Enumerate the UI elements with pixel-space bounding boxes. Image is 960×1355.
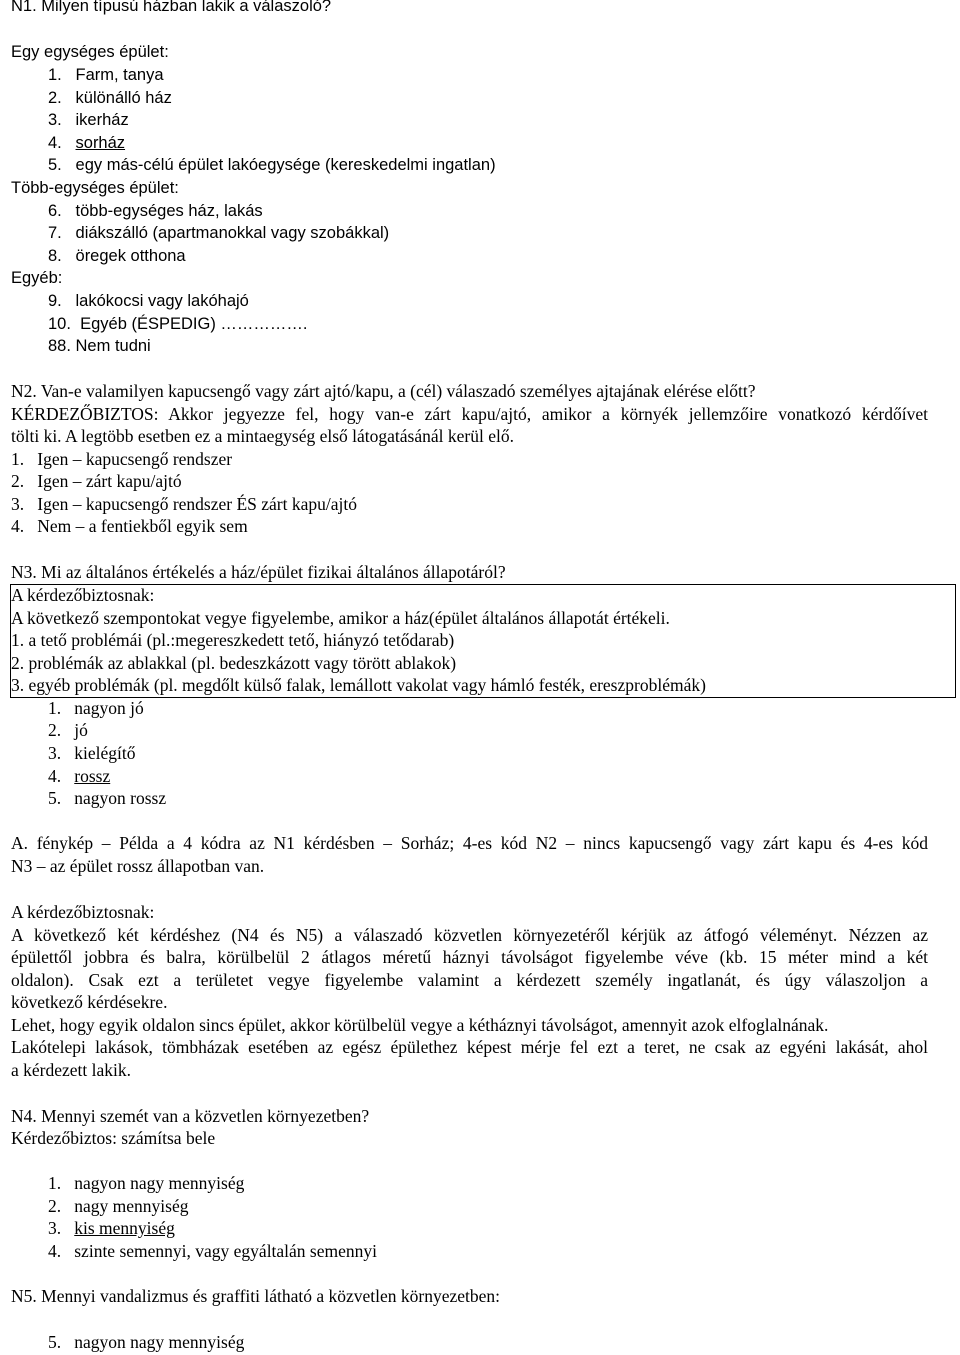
n4-option-4: 4. szinte semennyi, vagy egyáltalán semennyi [48, 1241, 378, 1261]
n1-option-6: 6. több-egységes ház, lakás [48, 202, 263, 220]
n2-instruction-line-1: KÉRDEZŐBIZTOS: Akkor jegyezze fel, hogy van-e zárt kapu/ajtó, amikor a környék jellemzőire vonatkozó kérdőívet [11, 404, 928, 424]
n2-option-2: 2. Igen – zárt kapu/ajtó [11, 471, 182, 491]
n3-box-item-1: 1. a tető problémái (pl.:megereszkedett tető, hiányzó tetődarab) [11, 630, 455, 650]
n3-for-interviewer: A kérdezőbiztosnak: [11, 585, 155, 605]
instructions-p1-line-3: oldalon). Csak ezt a területet vegye figyelembe valamint a kérdezett személy ingatlanát, és úgy válaszoljon a [11, 970, 928, 990]
n2-option-1: 1. Igen – kapucsengő rendszer [11, 449, 233, 469]
n3-option-4-number: 4. [48, 766, 75, 786]
n1-option-10: 10. Egyéb (ÉSPEDIG) ……………. [48, 315, 308, 333]
n5-question: N5. Mennyi vandalizmus és graffiti látható a közvetlen környezetben: [11, 1286, 501, 1306]
n2-option-3: 3. Igen – kapucsengő rendszer ÉS zárt kapu/ajtó [11, 494, 357, 514]
n1-option-3: 3. ikerház [48, 111, 129, 129]
instructions-heading: A kérdezőbiztosnak: [11, 902, 155, 922]
instructions-p2-line-2: Lakótelepi lakások, tömbházak esetében az egész épülethez képest mérje fel ezt a teret, ne csak az egyéni lakását, ahol [11, 1037, 928, 1057]
n1-option-9: 9. lakókocsi vagy lakóhajó [48, 292, 249, 310]
n4-question: N4. Mennyi szemét van a közvetlen környezetben? [11, 1106, 370, 1126]
n4-option-3-label: kis mennyiség [74, 1218, 175, 1238]
n4-instruction: Kérdezőbiztos: számítsa bele [11, 1128, 216, 1148]
n1-option-4-number: 4. [48, 134, 76, 152]
n2-instruction-line-2: tölti ki. A legtöbb esetben ez a mintaegység első látogatásánál kerül elő. [11, 426, 514, 446]
photo-note-line-1: A. fénykép – Példa a 4 kódra az N1 kérdésben – Sorház; 4-es kód N2 – nincs kapucsengő vagy zárt kapu és 4-es kód [11, 833, 928, 853]
n1-group-multi: Több-egységes épület: [11, 179, 179, 197]
n1-option-88: 88. Nem tudni [48, 337, 151, 355]
instructions-p2-line-1: Lehet, hogy egyik oldalon sincs épület, akkor körülbelül vegye a kétháznyi távolságot, amennyit azok elfoglalnának. [11, 1015, 829, 1035]
n3-option-2: 2. jó [48, 720, 88, 740]
n2-option-4: 4. Nem – a fentiekből egyik sem [11, 516, 248, 536]
n3-box-item-3: 3. egyéb problémák (pl. megdőlt külső falak, lemállott vakolat vagy hámló festék, ereszproblémák) [11, 675, 706, 695]
n1-option-4-label: sorház [75, 134, 126, 152]
n3-option-4 [48, 765, 110, 787]
n3-option-5: 5. nagyon rossz [48, 788, 167, 808]
instructions-p1-line-1: A következő két kérdéshez (N4 és N5) a válaszadó közvetlen környezetéről kérjük az átfogó véleményt. Nézzen az [11, 925, 928, 945]
n1-option-4 [48, 132, 125, 154]
n1-option-2: 2. különálló ház [48, 89, 172, 107]
photo-note-line-2: N3 – az épület rossz állapotban van. [11, 856, 265, 876]
n1-question: N1. Milyen típusú házban lakik a válaszoló? [11, 0, 332, 15]
n5-option-5: 5. nagyon nagy mennyiség [48, 1332, 245, 1352]
instructions-p1-line-2: épülettől jobbra és balra, körülbelül 2 átlagos méretű háznyi távolságot figyelembe véve (kb. 15 méter mind a két [11, 947, 928, 967]
n3-box-intro: A következő szempontokat vegye figyelembe, amikor a ház(épület általános állapotát értékeli. [11, 608, 670, 628]
instructions-p1-line-4: következő kérdésekre. [11, 992, 168, 1012]
n1-option-5: 5. egy más-célú épület lakóegysége (kereskedelmi ingatlan) [48, 156, 496, 174]
n4-option-3-number: 3. [48, 1218, 75, 1238]
n3-question: N3. Mi az általános értékelés a ház/épület fizikai általános állapotáról? [11, 562, 506, 582]
n1-group-other: Egyéb: [11, 269, 63, 287]
n1-group-single: Egy egységes épület: [11, 43, 169, 61]
n2-question: N2. Van-e valamilyen kapucsengő vagy zárt ajtó/kapu, a (cél) válaszadó személyes ajtajának elérése előtt? [11, 381, 756, 401]
n1-option-7: 7. diákszálló (apartmanokkal vagy szobákkal) [48, 224, 390, 242]
n3-option-3: 3. kielégítő [48, 743, 136, 763]
n1-option-8: 8. öregek otthona [48, 247, 186, 265]
n1-option-1: 1. Farm, tanya [48, 66, 164, 84]
instructions-p2-line-3: a kérdezett lakik. [11, 1060, 132, 1080]
n4-option-2: 2. nagy mennyiség [48, 1196, 189, 1216]
n4-option-3 [48, 1217, 175, 1239]
n3-option-4-label: rossz [74, 766, 111, 786]
n4-option-1: 1. nagyon nagy mennyiség [48, 1173, 245, 1193]
n3-box-item-2: 2. problémák az ablakkal (pl. bedeszkázott vagy törött ablakok) [11, 653, 457, 673]
n3-option-1: 1. nagyon jó [48, 698, 144, 718]
